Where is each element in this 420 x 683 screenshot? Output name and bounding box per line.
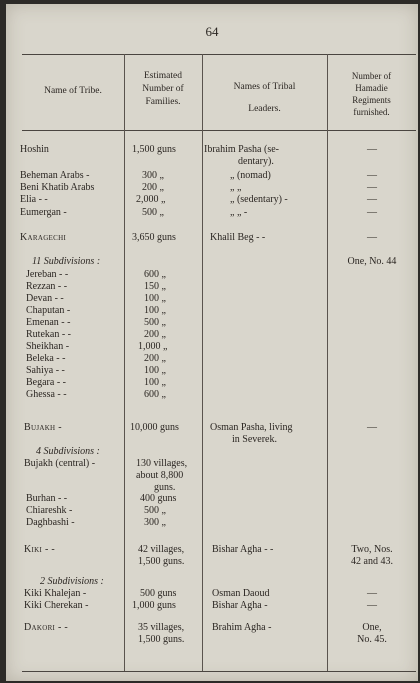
families-value: 100 „ <box>144 305 166 316</box>
regiments-value: — <box>367 207 377 218</box>
families-value: 10,000 guns <box>130 422 179 433</box>
tribe-name: Daghbashi - <box>26 517 75 528</box>
tribe-name: Hoshin <box>20 144 49 155</box>
regiments-value: One, No. 44 <box>347 256 397 267</box>
families-value: guns. <box>154 482 176 493</box>
families-value: 1,500 guns. <box>138 634 185 645</box>
families-value: 400 guns <box>140 493 177 504</box>
leader-name: Khalil Beg - - <box>210 232 266 243</box>
page-number: 64 <box>205 24 219 39</box>
tribe-name: Ghessa - - <box>26 389 67 400</box>
tribe-name: Beheman Arabs - <box>20 170 90 181</box>
regiments-value: — <box>367 232 377 243</box>
families-value: 150 „ <box>144 281 166 292</box>
tribe-name: Jereban - - <box>26 269 69 280</box>
families-value: 300 „ <box>144 517 166 528</box>
header-families: Estimated Number of Families. <box>142 71 184 107</box>
regiments-value: — <box>367 194 377 205</box>
subdivision-heading: 2 Subdivisions : <box>40 576 104 587</box>
header-tribe: Name of Tribe. <box>44 86 102 96</box>
tribe-name: Kiki Khalejan - <box>24 588 87 599</box>
tribe-name: Karagechi <box>20 232 67 243</box>
families-value: 100 „ <box>144 293 166 304</box>
leader-name: Ibrahim Pasha (se- <box>204 144 279 155</box>
families-value: 200 „ <box>142 182 164 193</box>
leader-name: „ (sedentary) - <box>230 194 288 205</box>
regiments-value: — <box>367 600 377 611</box>
tribe-name: Bujakh - <box>24 422 62 433</box>
families-value: 600 „ <box>144 269 166 280</box>
tribe-name: Sahiya - - <box>26 365 65 376</box>
regiments-value: One, <box>362 622 382 633</box>
families-value: 35 villages, <box>138 622 185 633</box>
table-bottom-rule <box>22 671 416 672</box>
families-value: 1,500 guns. <box>138 556 185 567</box>
regiments-value: — <box>367 170 377 181</box>
families-value: 1,000 guns <box>132 600 176 611</box>
leader-name: Bishar Agha - <box>212 600 268 611</box>
families-value: 500 guns <box>140 588 177 599</box>
leader-name: „ „ <box>230 182 242 193</box>
regiments-value: — <box>367 588 377 599</box>
tribe-name: Kiki - - <box>24 544 55 555</box>
families-value: 500 „ <box>144 317 166 328</box>
families-value: 300 „ <box>142 170 164 181</box>
tribe-name: Elia - - <box>20 194 48 205</box>
leader-name: Bishar Agha - - <box>212 544 274 555</box>
tribe-name: Rezzan - - <box>26 281 68 292</box>
leader-name: „ „ - <box>230 207 248 218</box>
tribe-name: Kiki Cherekan - <box>24 600 89 611</box>
families-value: 1,500 guns <box>132 144 176 155</box>
families-value: 200 „ <box>144 329 166 340</box>
leader-name: Osman Daoud <box>212 588 270 599</box>
header-bottom-rule <box>22 130 416 131</box>
regiments-value: No. 45. <box>357 634 387 645</box>
column-divider <box>124 54 125 671</box>
header-leaders: Names of Tribal Leaders. <box>233 82 296 114</box>
header-regiments: Number of Hamadie Regiments furnished. <box>351 71 392 117</box>
families-value: 42 villages, <box>138 544 185 555</box>
tribe-name: Emenan - - <box>26 317 71 328</box>
leader-name: dentary). <box>238 156 274 167</box>
families-value: 2,000 „ <box>136 194 166 205</box>
regiments-value: — <box>367 144 377 155</box>
leader-name: in Severek. <box>232 434 277 445</box>
families-value: 100 „ <box>144 365 166 376</box>
leader-name: Brahim Agha - <box>212 622 272 633</box>
tribe-name: Chiareshk - <box>26 505 73 516</box>
tribe-name: Dakori - - <box>24 622 69 633</box>
families-value: 130 villages, <box>136 458 188 469</box>
families-value: 100 „ <box>144 377 166 388</box>
leader-name: Osman Pasha, living <box>210 422 293 433</box>
book-page <box>6 4 418 681</box>
tribe-name: Burhan - - <box>26 493 68 504</box>
tribe-name: Beleka - - <box>26 353 66 364</box>
column-divider <box>202 54 203 671</box>
tribe-name: Rutekan - - <box>26 329 71 340</box>
subdivision-heading: 11 Subdivisions : <box>32 256 101 267</box>
tribe-name: Sheikhan - <box>26 341 70 352</box>
families-value: 500 „ <box>142 207 164 218</box>
regiments-value: 42 and 43. <box>351 556 393 567</box>
table-top-rule <box>22 54 416 55</box>
families-value: 1,000 „ <box>138 341 168 352</box>
regiments-value: Two, Nos. <box>351 544 393 555</box>
tribe-name: Eumergan - <box>20 207 67 218</box>
regiments-value: — <box>367 182 377 193</box>
tribe-name: Begara - - <box>26 377 66 388</box>
families-value: 3,650 guns <box>132 232 176 243</box>
tribe-name: Bujakh (central) - <box>24 458 96 469</box>
tribe-name: Chaputan - <box>26 305 71 316</box>
subdivision-heading: 4 Subdivisions : <box>36 446 100 457</box>
leader-name: „ (nomad) <box>230 170 271 181</box>
families-value: 500 „ <box>144 505 166 516</box>
families-value: 600 „ <box>144 389 166 400</box>
families-value: 200 „ <box>144 353 166 364</box>
tribe-name: Devan - - <box>26 293 64 304</box>
regiments-value: — <box>367 422 377 433</box>
tribe-name: Beni Khatib Arabs <box>20 182 95 193</box>
families-value: about 8,800 <box>136 470 184 481</box>
